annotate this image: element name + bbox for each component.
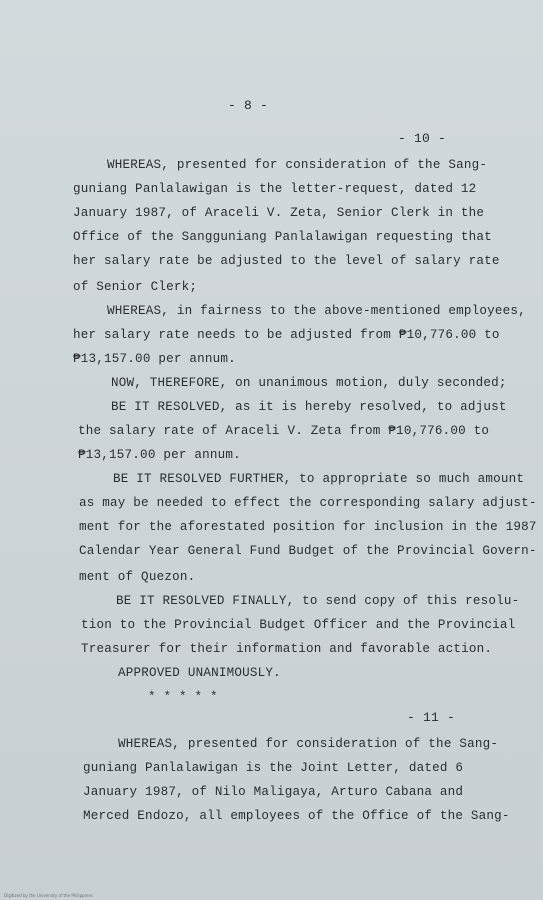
text-line: as may be needed to effect the corresponding salary adjust-	[79, 496, 537, 510]
text-line: the salary rate of Araceli V. Zeta from ₱10,776.00 to	[78, 424, 490, 438]
page-number: - 8 -	[228, 98, 269, 113]
text-line: her salary rate needs to be adjusted from ₱10,776.00 to	[73, 328, 500, 342]
text-line: her salary rate be adjusted to the level of salary rate	[73, 254, 500, 268]
text-line: guniang Panlalawigan is the letter-request, dated 12	[73, 182, 477, 196]
text-line: tion to the Provincial Budget Officer and the Provincial	[81, 618, 516, 632]
text-line: BE IT RESOLVED, as it is hereby resolved, to adjust	[111, 400, 507, 414]
text-line: January 1987, of Nilo Maligaya, Arturo Cabana and	[83, 785, 464, 799]
text-line: WHEREAS, presented for consideration of the Sang-	[118, 737, 499, 751]
section-number: - 11 -	[407, 710, 456, 725]
digitization-footer: Digitized by the University of the Philippines	[4, 893, 93, 898]
text-line: of Senior Clerk;	[73, 280, 198, 294]
text-line: BE IT RESOLVED FURTHER, to appropriate so much amount	[113, 472, 525, 486]
text-line: APPROVED UNANIMOUSLY.	[118, 666, 281, 680]
text-line: guniang Panlalawigan is the Joint Letter, dated 6	[83, 761, 464, 775]
text-line: ment of Quezon.	[79, 570, 196, 584]
text-line: January 1987, of Araceli V. Zeta, Senior Clerk in the	[73, 206, 485, 220]
text-line: Calendar Year General Fund Budget of the Provincial Govern-	[79, 544, 537, 558]
text-line: WHEREAS, presented for consideration of the Sang-	[107, 158, 488, 172]
text-line: BE IT RESOLVED FINALLY, to send copy of this resolu-	[116, 594, 520, 608]
text-line: ₱13,157.00 per annum.	[73, 352, 236, 366]
text-line: Merced Endozo, all employees of the Office of the Sang-	[83, 809, 510, 823]
section-separator: * * * * *	[148, 690, 218, 704]
section-number: - 10 -	[398, 131, 447, 146]
text-line: NOW, THEREFORE, on unanimous motion, duly seconded;	[111, 376, 507, 390]
text-line: Office of the Sangguniang Panlalawigan requesting that	[73, 230, 492, 244]
text-line: ₱13,157.00 per annum.	[78, 448, 241, 462]
text-line: ment for the aforestated position for inclusion in the 1987	[79, 520, 537, 534]
text-line: Treasurer for their information and favorable action.	[81, 642, 493, 656]
text-line: WHEREAS, in fairness to the above-mentioned employees,	[107, 304, 526, 318]
